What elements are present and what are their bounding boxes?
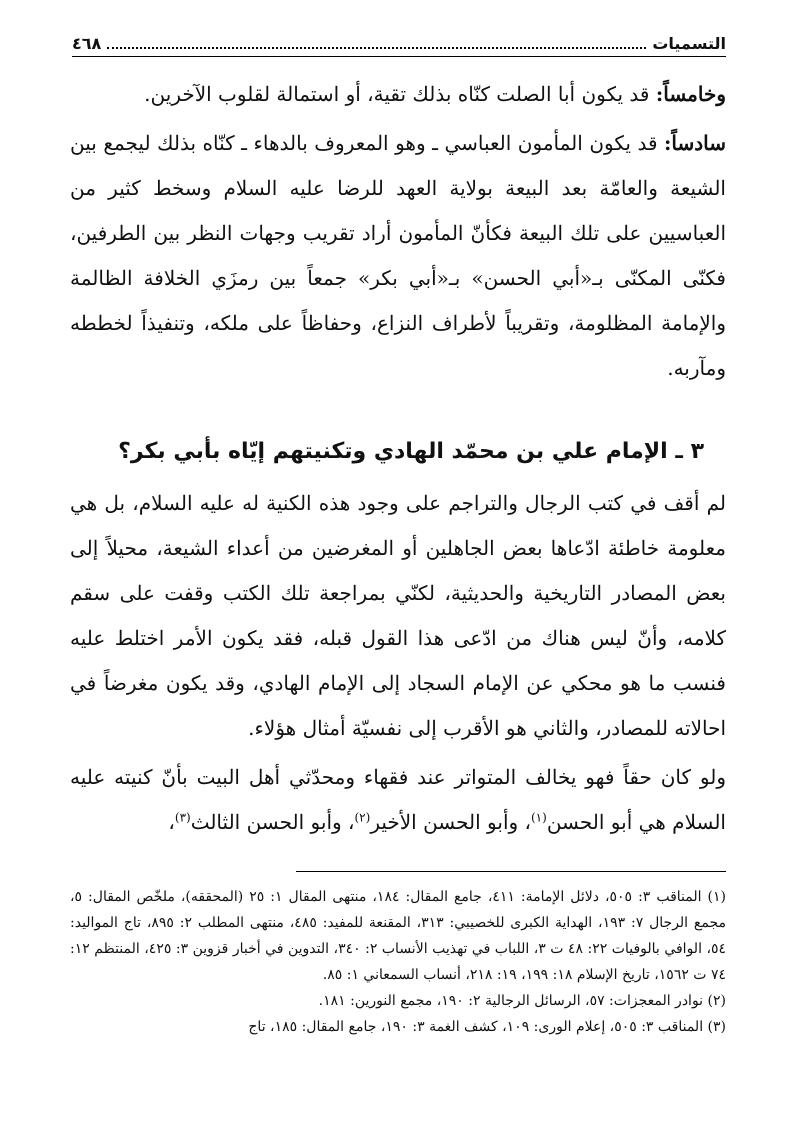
paragraph-text: قد يكون المأمون العباسي ـ وهو المعروف بالدهاء ـ كنّاه بذلك ليجمع بين الشيعة والعامّة بعد البيعة بولاية العهد للرضا عليه السلام وسخط كثير من العباسيين على تلك البيعة فكأنّ المأمون أراد تقريب وجهات النظر بين الطرفين، فكنّى المكنّى بـ«أبي الحسن» بـ«أبي بكر» جمعاً بين رمزَي الخلافة الظالمة والإمامة المظلومة، وتقريباً لأطراف النزاع، وحفاظاً على ملكه، وتنفيذاً لخططه ومآربه. [70, 131, 726, 380]
running-header [72, 26, 726, 57]
footnote-ref[interactable]: (٣) [174, 810, 191, 825]
footnote-2: (٢) نوادر المعجزات: ٥٧، الرسائل الرجالية ٢: ١٩٠، مجمع النورين: ١٨١. [318, 993, 726, 1009]
paragraph-text: ، وأبو الحسن الثالث [190, 810, 355, 834]
lead-word: وخامساً: [655, 82, 726, 106]
page-number: ٤٦٨ [72, 34, 102, 53]
footnote-3: (٣) المناقب ٣: ٥٠٥، إعلام الورى: ١٠٩، كشف الغمة ٣: ١٩٠، جامع المقال: ١٨٥، تاج [248, 1019, 726, 1035]
chapter-title: التسميات [652, 34, 726, 53]
paragraph-text: ، وأبو الحسن الأخير [370, 810, 531, 834]
paragraph-sixth [70, 121, 726, 391]
paragraph-last [70, 755, 726, 845]
paragraph-text: ولو كان حقاً فهو يخالف المتواتر عند فقهاء ومحدّثي أهل البيت بأنّ كنيته عليه السلام هي أبو الحسن [70, 765, 726, 834]
footnote-text: (المحققه)، ملخّص المقال: ٥، مجمع الرجال ٧: ١٩٣، الهداية الكبرى للخصيبي: ٣١٣، المقنعة للمفيد: ٤٨٥، منتهى المطلب ٢: ٨٩٥، تاج المواليد: ٥٤، الوافي بالوفيات ٢٢: ٤٨ ت ٣، اللباب في تهذيب الأنساب ٢: ٣٤٠، التدوين في أخبار قزوين ٣: ٤٢٥، المنتظم ١٢: ٧٤ ت ١٥٦٢، تاريخ الإسلام ١٨: ١٩٩، ١٩: ٢١٨، أنساب السمعاني ١: ٨٥. [70, 889, 727, 983]
footnote-ref[interactable]: (١) [530, 810, 547, 825]
paragraph-fifth [70, 72, 726, 117]
lead-word: سادساً: [664, 131, 726, 155]
paragraph-section: لم أقف في كتب الرجال والتراجم على وجود هذه الكنية له عليه السلام، بل هي معلومة خاطئة ادّعاها بعض الجاهلين أو المغرضين من أعداء الشيعة، محيلاً إلى بعض المصادر التاريخية والحديثية، لكنّي بمراجعة تلك الكتب وقفت على سقم كلامه، وأنّ ليس هناك من ادّعى هذا القول قبله، فقد يكون الأمر اختلط عليه فنسب ما هو محكي عن الإمام السجاد إلى الإمام الهادي، وقد يكون مغرضاً في احالاته للمصادر، والثاني هو الأقرب إلى نفسيّة أمثال هؤلاء. [70, 491, 726, 740]
page-body [70, 72, 726, 1040]
footnote-1 [70, 884, 726, 988]
section-heading: ٣ ـ الإمام علي بن محمّد الهادي وتكنيتهم إيّاه بأبي بكر؟ [118, 439, 704, 464]
footnote-ref[interactable]: (٢) [354, 810, 371, 825]
paragraph-text: ، [168, 810, 175, 834]
footnote-divider [296, 871, 726, 872]
paragraph-text: قد يكون أبا الصلت كنّاه بذلك تقية، أو استمالة لقلوب الآخرين. [144, 82, 656, 106]
footnote-text: (١) المناقب ٣: ٥٠٥، دلائل الإمامة: ٤١١، جامع المقال: ١٨٤، منتهى المقال ١: ٢٥ [249, 889, 726, 905]
dotted-leader [107, 47, 646, 49]
footnotes [70, 884, 726, 1040]
